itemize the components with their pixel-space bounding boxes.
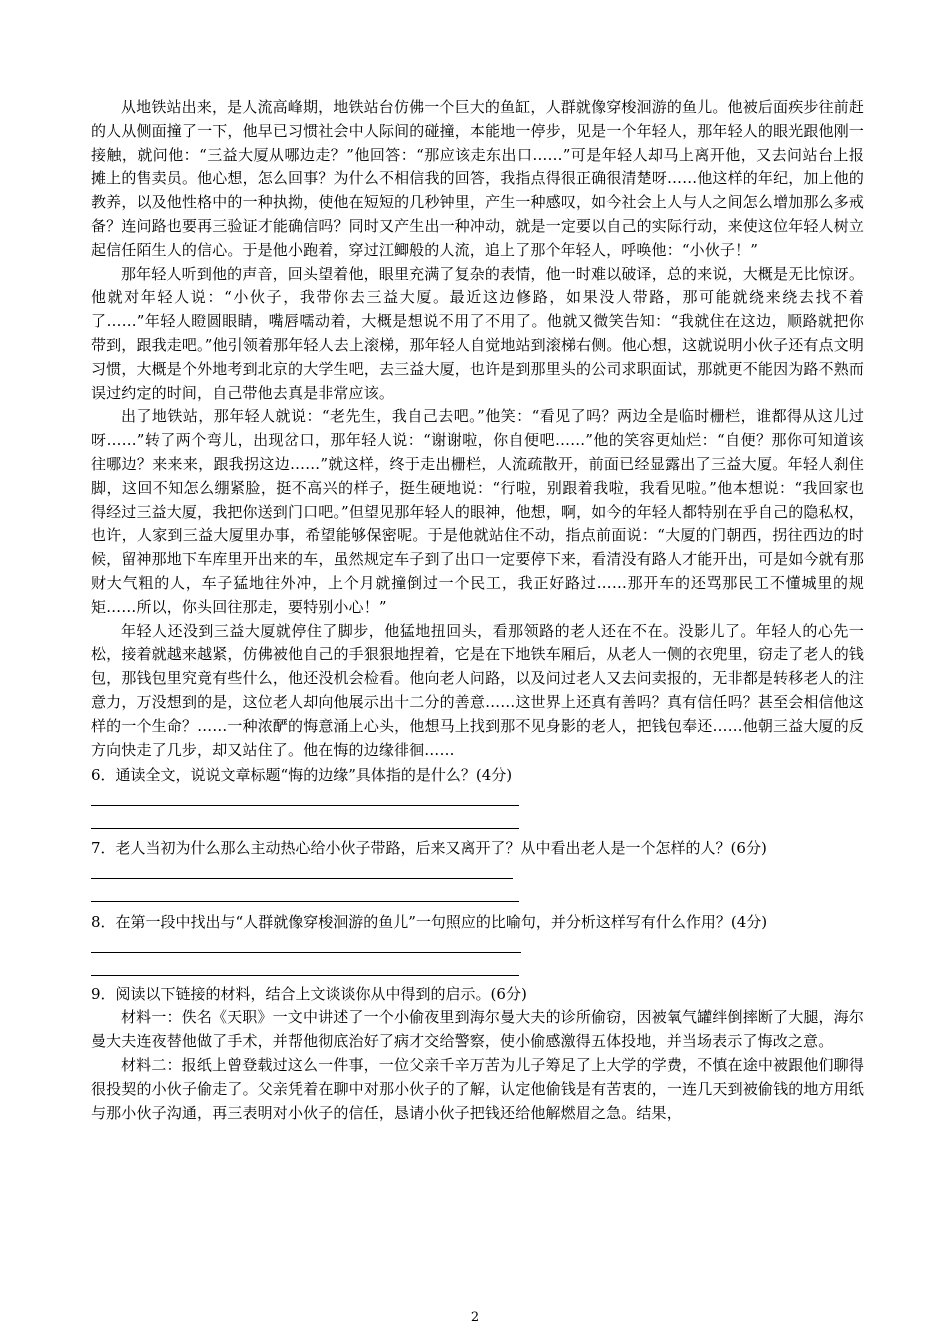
question-8: 8．在第一段中找出与“人群就像穿梭洄游的鱼儿”一句照应的比喻句，并分析这样写有什么作用？(4分) [91,913,768,932]
answer-line[interactable] [91,879,519,902]
story-text [91,96,864,762]
question-7: 7．老人当初为什么那么主动热心给小伙子带路，后来又离开了？从中看出老人是一个怎样的人？(6分) [91,839,767,858]
page-number: 2 [470,1310,480,1325]
answer-line[interactable] [91,787,519,806]
answer-line[interactable] [91,953,519,976]
story-paragraph-1: 从地铁站出来，是人流高峰期，地铁站台仿佛一个巨大的鱼缸，人群就像穿梭洄游的鱼儿。他被后面疾步往前赶的人从侧面撞了一下，他早已习惯社会中人际间的碰撞，本能地一停步，见是一个年轻人，那年轻人的眼光跟他刚一接触，就问他：“三益大厦从哪边走？”他回答：“那应该走东出口……”可是年轻人却马上离开他，又去问站台上报摊上的售卖员。他心想，怎么回事？为什么不相信我的回答，我指点得很正确很清楚呀……他这样的年纪，加上他的教养，以及他性格中的一种执拗，使他在短短的几秒钟里，产生一种感叹，如今社会上人与人之间怎么增加那么多戒备？连问路也要再三验证才能确信吗？同时又产生出一种冲动，就是一定要以自己的实际行动，来使这位年轻人树立起信任陌生人的信心。于是他小跑着，穿过江鲫般的人流，追上了那个年轻人，呼唤他：“小伙子！” [91,98,864,259]
material-2: 材料二：报纸上曾登载过这么一件事，一位父亲千辛万苦为儿子筹足了上大学的学费，不慎在途中被跟他们聊得很投契的小伙子偷走了。父亲凭着在聊中对那小伙子的了解，认定他偷钱是有苦衷的，一连几天到被偷钱的地方用纸与那小伙子沟通，再三表明对小伙子的信任，恳请小伙子把钱还给他解燃眉之急。结果， [91,1055,864,1122]
page-content [91,96,864,1125]
answer-line[interactable] [91,934,521,953]
material-1: 材料一：佚名《天职》一文中讲述了一个小偷夜里到海尔曼大夫的诊所偷窃，因被氧气罐绊倒摔断了大腿，海尔曼大夫连夜替他做了手术，并帮他彻底治好了病才交给警察，使小偷感激得五体投地，并当场表示了悔改之意。 [91,1008,864,1051]
story-paragraph-2: 那年轻人听到他的声音，回头望着他，眼里充满了复杂的表情，他一时难以破译，总的来说，大概是无比惊讶。他就对年轻人说：“小伙子，我带你去三益大厦。最近这边修路，如果没人带路，那可能就绕来绕去找不着了……”年轻人瞪圆眼睛，嘴唇嚅动着，大概是想说不用了不用了。他就又微笑告知：“我就住在这边，顺路就把你带到，跟我走吧。”他引领着那年轻人去上滚梯，那年轻人自觉地站到滚梯右侧。他心想，这就说明小伙子还有点文明习惯，大概是个外地考到北京的大学生吧，去三益大厦，也许是到那里头的公司求职面试，那就更不能因为路不熟而误过约定的时间，自己带他去真是非常应该。 [91,264,864,402]
story-paragraph-3: 出了地铁站，那年轻人就说：“老先生，我自己去吧。”他笑：“看见了吗？两边全是临时栅栏，谁都得从这儿过呀……”转了两个弯儿，出现岔口，那年轻人说：“谢谢啦，你自便吧……”他的笑容更灿烂：“自便？那你可知道该往哪边？来来来，跟我拐这边……”就这样，终于走出栅栏，人流疏散开，前面已经显露出了三益大厦。年轻人刹住脚，这回不知怎么绷紧脸，挺不高兴的样子，挺生硬地说：“行啦，别跟着我啦，我看见啦。”他本想说：“我回家也得经过三益大厦，我把你送到门口吧。”但望见那年轻人的眼神，他想，啊，如今的年轻人都特别在乎自己的隐私权，也许，人家到三益大厦里办事，希望能够保密呢。于是他就站住不动，指点前面说：“大厦的门朝西，拐往西边的时候，留神那地下车库里开出来的车，虽然规定车子到了出口一定要停下来，看清没有路人才能开出，可是如今就有那财大气粗的人，车子猛地往外冲，上个月就撞倒过一个民工，我正好路过……那开车的还骂那民工不懂城里的规矩……所以，你头回往那走，要特别小心！” [91,407,864,616]
question-6: 6．通读全文，说说文章标题“悔的边缘”具体指的是什么？(4分) [91,766,513,785]
story-paragraph-4: 年轻人还没到三益大厦就停住了脚步，他猛地扭回头，看那领路的老人还在不在。没影儿了。年轻人的心先一松，接着就越来越紧，仿佛被他自己的手狠狠地捏着，它是在下地铁车厢后，从老人一侧的衣兜里，窃走了老人的钱包，那钱包里究竟有些什么，他还没机会检看。他向老人问路，以及问过老人又去问卖报的，无非都是转移老人的注意力，万没想到的是，这位老人却向他展示出十二分的善意……这世界上还真有善吗？真有信任吗？甚至会相信他这样的一个生命？……一种浓酽的悔意涌上心头，他想马上找到那不见身影的老人，把钱包奉还……他朝三益大厦的反方向快走了几步，却又站住了。他在悔的边缘徘徊…… [91,621,864,759]
answer-line[interactable] [91,860,513,879]
question-9: 9．阅读以下链接的材料，结合上文谈谈你从中得到的启示。(6分) [91,985,527,1004]
answer-line[interactable] [91,806,519,829]
